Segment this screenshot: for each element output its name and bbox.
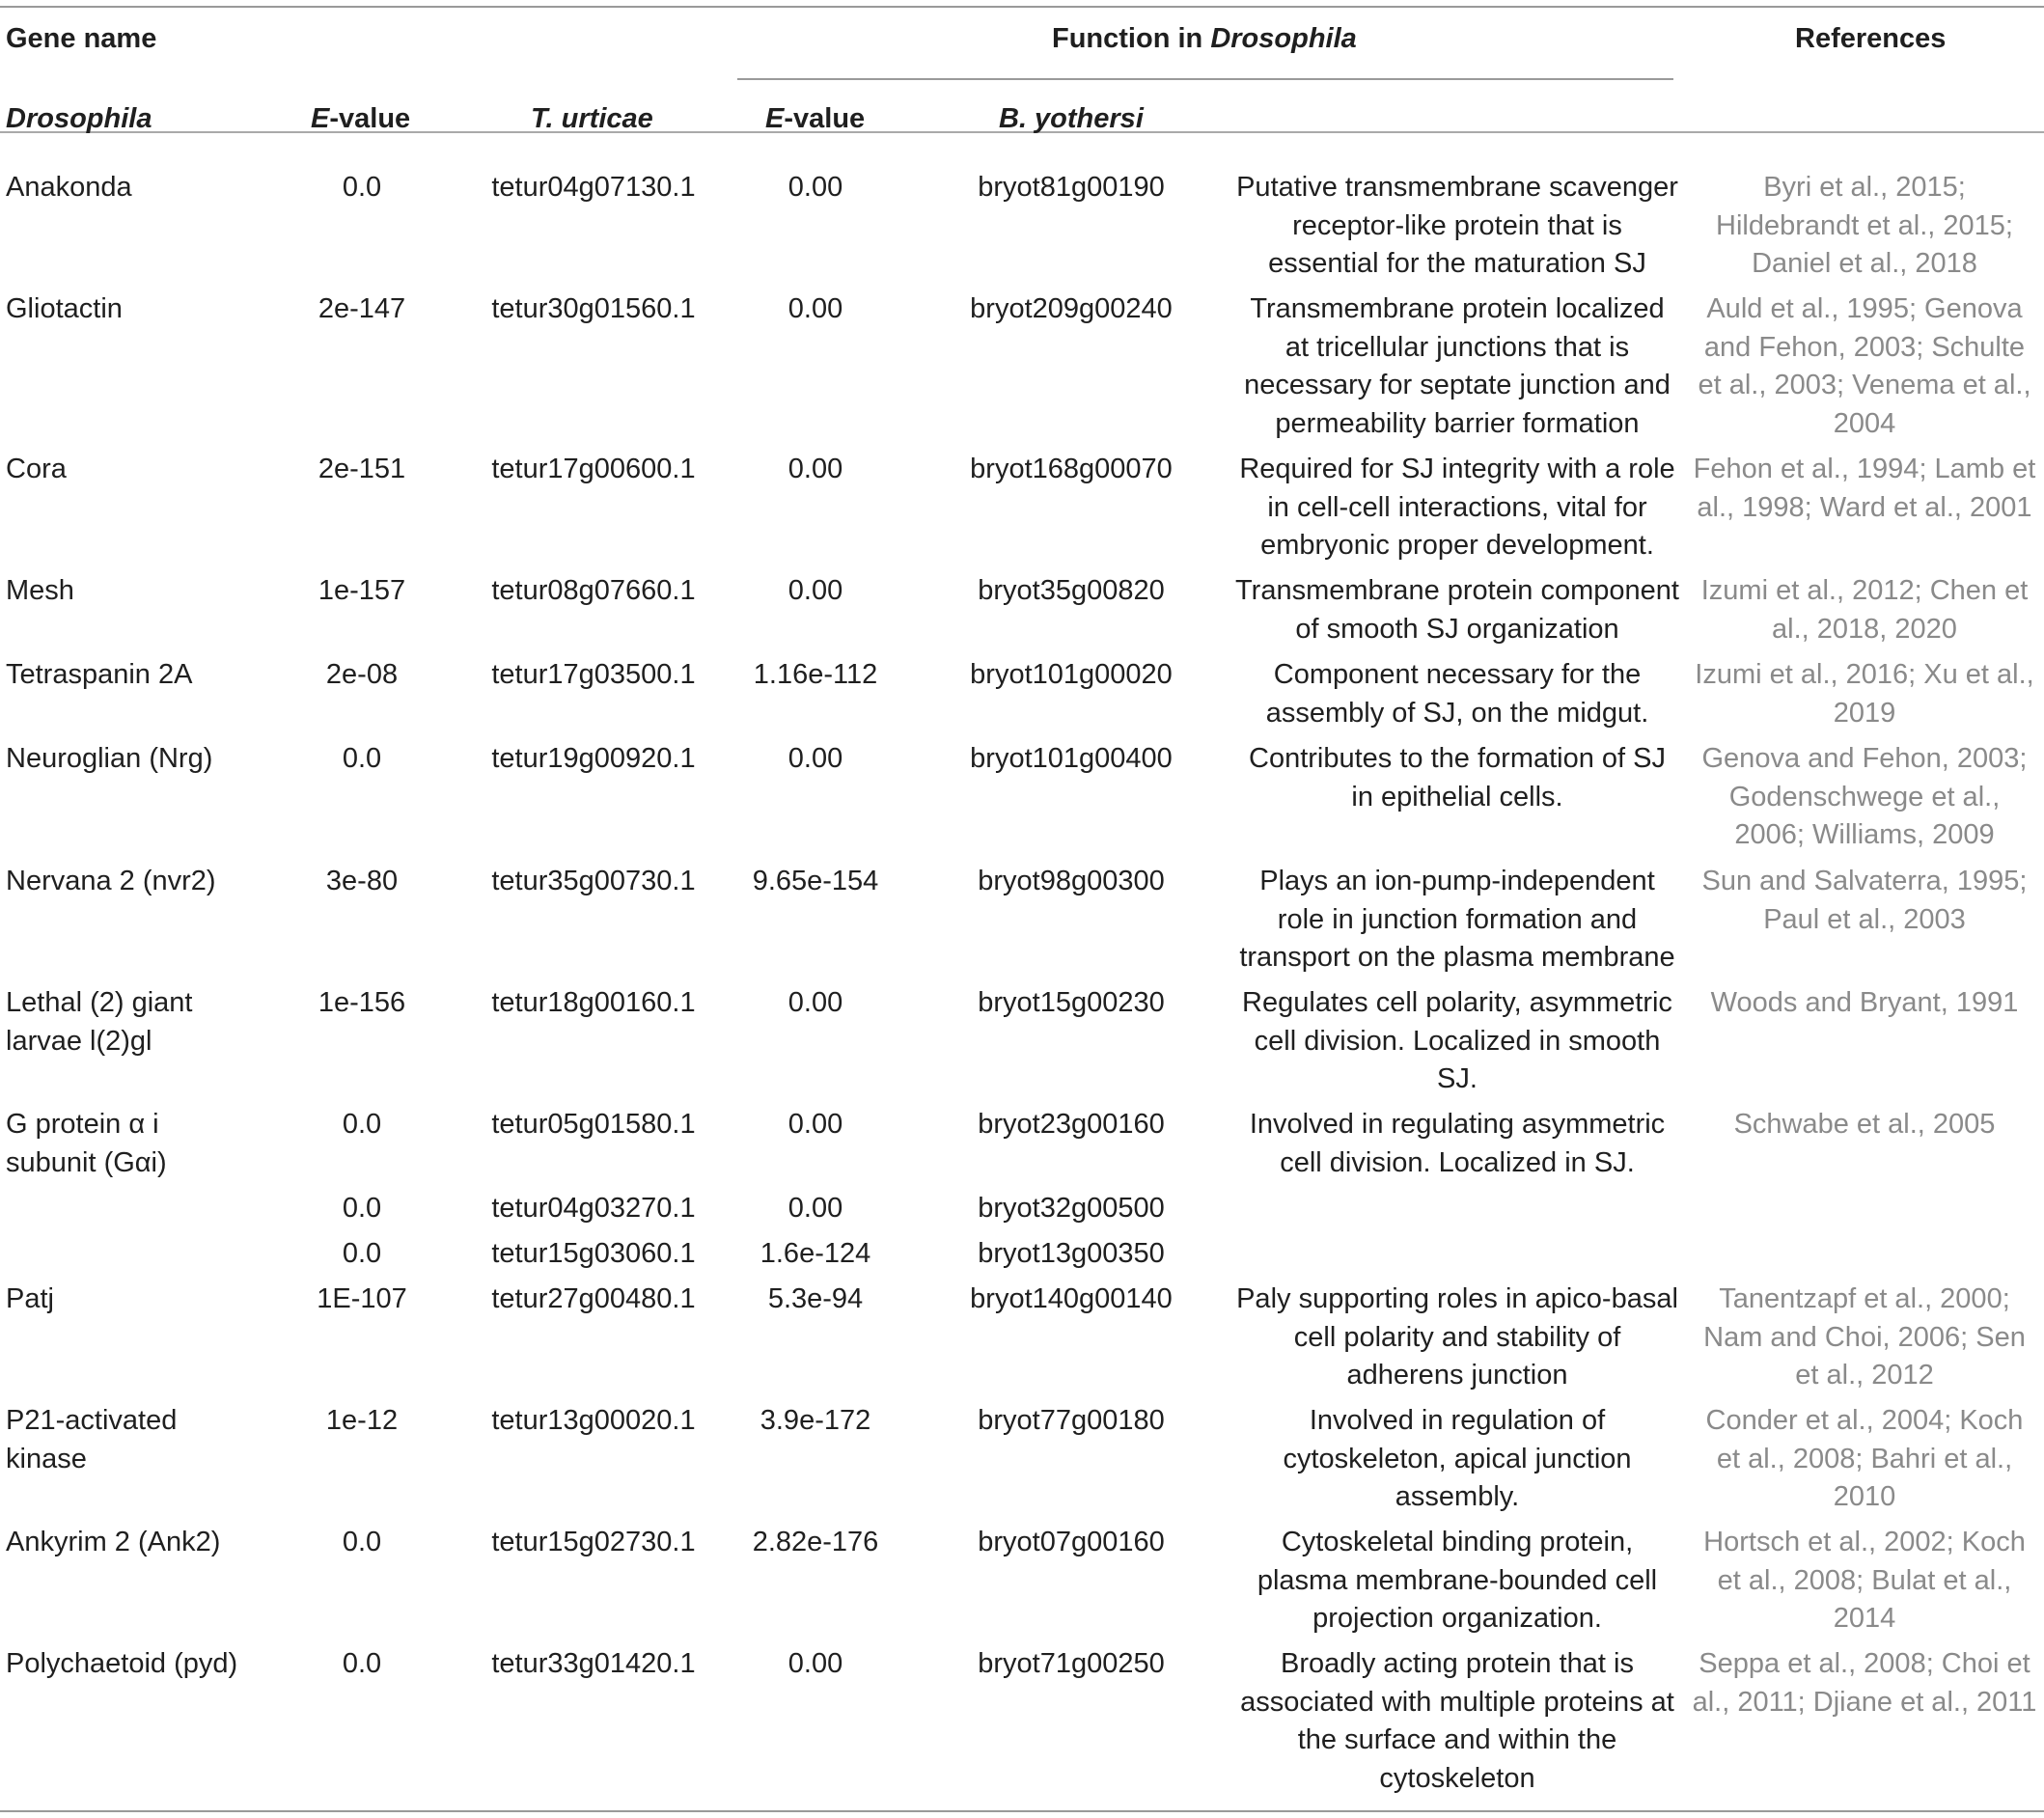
cell-turticae: tetur04g03270.1 <box>491 1193 696 1224</box>
cell-byothersi: bryot98g00300 <box>978 866 1165 896</box>
cell-references: Seppa et al., 2008; Choi et al., 2011; Djiane et al., 2011 <box>1692 1648 2037 1718</box>
cell-references: Hortsch et al., 2002; Koch et al., 2008; Bulat et al., 2014 <box>1703 1527 2026 1634</box>
bottom-rule <box>0 1810 2044 1812</box>
cell-references: Tanentzapf et al., 2000; Nam and Choi, 2006; Sen et al., 2012 <box>1703 1283 2026 1391</box>
cell-gene: Ankyrim 2 (Ank2) <box>6 1527 221 1557</box>
cell-evalue-drosophila: 0.0 <box>342 172 382 203</box>
cell-function: Involved in regulating asymmetric cell division. Localized in SJ. <box>1249 1109 1666 1178</box>
cell-byothersi: bryot209g00240 <box>970 293 1173 324</box>
cell-gene: Tetraspanin 2A <box>6 659 193 690</box>
cell-turticae: tetur33g01420.1 <box>491 1648 696 1679</box>
header-references: References <box>1795 23 1947 54</box>
cell-function: Broadly acting protein that is associated with multiple proteins at the surface and within the cytoskeleton <box>1240 1648 1674 1794</box>
header-col-drosophila <box>6 101 152 136</box>
cell-references: Fehon et al., 1994; Lamb et al., 1998; Ward et al., 2001 <box>1693 454 2036 523</box>
cell-references: Byri et al., 2015; Hildebrandt et al., 2015; Daniel et al., 2018 <box>1716 172 2013 279</box>
cell-function: Paly supporting roles in apico-basal cell polarity and stability of adherens junction <box>1236 1283 1678 1391</box>
cell-gene: Neuroglian (Nrg) <box>6 743 213 774</box>
cell-turticae: tetur08g07660.1 <box>491 575 696 606</box>
cell-evalue-drosophila: 0.0 <box>342 1648 382 1679</box>
cell-references: Auld et al., 1995; Genova and Fehon, 2003; Schulte et al., 2003; Venema et al., 2004 <box>1698 293 2031 439</box>
cell-evalue-drosophila: 0.0 <box>342 743 382 774</box>
cell-evalue-drosophila: 1e-156 <box>318 987 406 1018</box>
cell-function: Transmembrane protein component of smooth SJ organization <box>1235 575 1679 645</box>
cell-gene: G protein α i subunit (Gαi) <box>6 1109 167 1178</box>
cell-byothersi: bryot15g00230 <box>978 987 1165 1018</box>
cell-byothersi: bryot140g00140 <box>970 1283 1173 1314</box>
cell-references: Izumi et al., 2016; Xu et al., 2019 <box>1695 659 2034 729</box>
top-rule <box>0 6 2044 8</box>
cell-evalue-drosophila: 1e-12 <box>325 1405 399 1436</box>
cell-turticae: tetur17g03500.1 <box>491 659 696 690</box>
header-col-evalue-1-italic: E <box>311 103 330 134</box>
cell-evalue-drosophila: 2e-151 <box>318 454 406 484</box>
header-col-turticae <box>531 101 653 136</box>
cell-turticae: tetur13g00020.1 <box>491 1405 696 1436</box>
cell-function: Required for SJ integrity with a role in cell-cell interactions, vital for embryonic proper development. <box>1239 454 1675 561</box>
cell-evalue-turticae: 0.00 <box>787 987 843 1018</box>
cell-references: Genova and Fehon, 2003; Godenschwege et al., 2006; Williams, 2009 <box>1701 743 2028 850</box>
header-col-evalue-2 <box>765 101 865 136</box>
cell-evalue-drosophila: 1e-157 <box>318 575 406 606</box>
header-function <box>1052 21 1357 56</box>
cell-turticae: tetur17g00600.1 <box>491 454 696 484</box>
header-col-evalue-2-italic: E <box>765 103 785 134</box>
cell-function: Regulates cell polarity, asymmetric cell division. Localized in smooth SJ. <box>1242 987 1672 1094</box>
cell-byothersi: bryot81g00190 <box>978 172 1165 203</box>
cell-function: Transmembrane protein localized at tricellular junctions that is necessary for septate junction and permeability barrier formation <box>1244 293 1671 439</box>
cell-byothersi: bryot13g00350 <box>978 1238 1165 1269</box>
cell-evalue-drosophila: 0.0 <box>342 1109 382 1140</box>
cell-evalue-turticae: 9.65e-154 <box>752 866 879 896</box>
cell-gene: Polychaetoid (pyd) <box>6 1648 238 1679</box>
cell-byothersi: bryot101g00400 <box>970 743 1173 774</box>
cell-gene: Nervana 2 (nvr2) <box>6 866 216 896</box>
header-col-turticae-text: T. urticae <box>531 103 653 134</box>
cell-evalue-drosophila: 2e-08 <box>325 659 399 690</box>
cell-function: Component necessary for the assembly of SJ, on the midgut. <box>1265 659 1649 729</box>
cell-turticae: tetur18g00160.1 <box>491 987 696 1018</box>
cell-function: Putative transmembrane scavenger receptor-like protein that is essential for the maturation SJ <box>1236 172 1678 279</box>
cell-evalue-turticae: 1.16e-112 <box>753 659 878 690</box>
cell-references: Woods and Bryant, 1991 <box>1710 987 2019 1018</box>
cell-evalue-drosophila: 1E-107 <box>317 1283 407 1314</box>
header-col-byothersi <box>999 101 1144 136</box>
cell-turticae: tetur04g07130.1 <box>491 172 696 203</box>
cell-evalue-turticae: 3.9e-172 <box>760 1405 871 1436</box>
cell-gene: P21-activated kinase <box>6 1405 178 1474</box>
header-col-drosophila-text: Drosophila <box>6 103 152 134</box>
cell-gene: Anakonda <box>6 172 132 203</box>
header-col-evalue-1 <box>311 101 410 136</box>
cell-gene: Patj <box>6 1283 54 1314</box>
cell-evalue-turticae: 2.82e-176 <box>752 1527 879 1557</box>
cell-evalue-turticae: 0.00 <box>787 454 843 484</box>
cell-turticae: tetur19g00920.1 <box>491 743 696 774</box>
cell-evalue-turticae: 5.3e-94 <box>767 1283 864 1314</box>
cell-byothersi: bryot168g00070 <box>970 454 1173 484</box>
cell-byothersi: bryot77g00180 <box>978 1405 1165 1436</box>
header-gene-name: Gene name <box>6 23 157 54</box>
cell-evalue-turticae: 0.00 <box>787 1109 843 1140</box>
cell-evalue-turticae: 0.00 <box>787 743 843 774</box>
cell-evalue-drosophila: 2e-147 <box>318 293 406 324</box>
cell-turticae: tetur15g02730.1 <box>491 1527 696 1557</box>
cell-byothersi: bryot101g00020 <box>970 659 1173 690</box>
cell-turticae: tetur05g01580.1 <box>491 1109 696 1140</box>
cell-references: Sun and Salvaterra, 1995; Paul et al., 2003 <box>1701 866 2028 935</box>
header-col-byothersi-text: B. yothersi <box>999 103 1144 134</box>
cell-byothersi: bryot35g00820 <box>978 575 1165 606</box>
cell-gene: Lethal (2) giant larvae l(2)gl <box>6 987 193 1057</box>
cell-evalue-turticae: 0.00 <box>787 293 843 324</box>
cell-turticae: tetur30g01560.1 <box>491 293 696 324</box>
cell-function: Plays an ion-pump-independent role in junction formation and transport on the plasma membrane <box>1239 866 1675 973</box>
cell-byothersi: bryot71g00250 <box>978 1648 1165 1679</box>
cell-evalue-turticae: 0.00 <box>787 575 843 606</box>
cell-evalue-drosophila: 0.0 <box>342 1527 382 1557</box>
cell-evalue-drosophila: 0.0 <box>342 1193 382 1224</box>
cell-byothersi: bryot07g00160 <box>978 1527 1165 1557</box>
cell-gene: Gliotactin <box>6 293 123 324</box>
header-function-species: Drosophila <box>1210 23 1357 54</box>
cell-evalue-turticae: 0.00 <box>787 1648 843 1679</box>
cell-gene: Cora <box>6 454 67 484</box>
cell-evalue-drosophila: 0.0 <box>342 1238 382 1269</box>
header-function-prefix: Function in <box>1052 23 1211 54</box>
cell-byothersi: bryot32g00500 <box>978 1193 1165 1224</box>
cell-turticae: tetur27g00480.1 <box>491 1283 696 1314</box>
cell-byothersi: bryot23g00160 <box>978 1109 1165 1140</box>
cell-turticae: tetur15g03060.1 <box>491 1238 696 1269</box>
cell-evalue-turticae: 0.00 <box>787 1193 843 1224</box>
cell-references: Schwabe et al., 2005 <box>1733 1109 1996 1140</box>
cell-evalue-turticae: 1.6e-124 <box>760 1238 871 1269</box>
cell-turticae: tetur35g00730.1 <box>491 866 696 896</box>
header-col-evalue-1-rest: -value <box>329 103 411 134</box>
cell-references: Izumi et al., 2012; Chen et al., 2018, 2020 <box>1700 575 2029 645</box>
header-col-evalue-2-rest: -value <box>784 103 866 134</box>
cell-function: Cytoskeletal binding protein, plasma membrane-bounded cell projection organization. <box>1257 1527 1658 1634</box>
cell-function: Contributes to the formation of SJ in epithelial cells. <box>1249 743 1666 813</box>
cell-function: Involved in regulation of cytoskeleton, apical junction assembly. <box>1283 1405 1632 1512</box>
cell-gene: Mesh <box>6 575 74 606</box>
function-header-rule <box>737 78 1673 80</box>
cell-evalue-drosophila: 3e-80 <box>325 866 399 896</box>
cell-evalue-turticae: 0.00 <box>787 172 843 203</box>
cell-references: Conder et al., 2004; Koch et al., 2008; Bahri et al., 2010 <box>1705 1405 2024 1512</box>
